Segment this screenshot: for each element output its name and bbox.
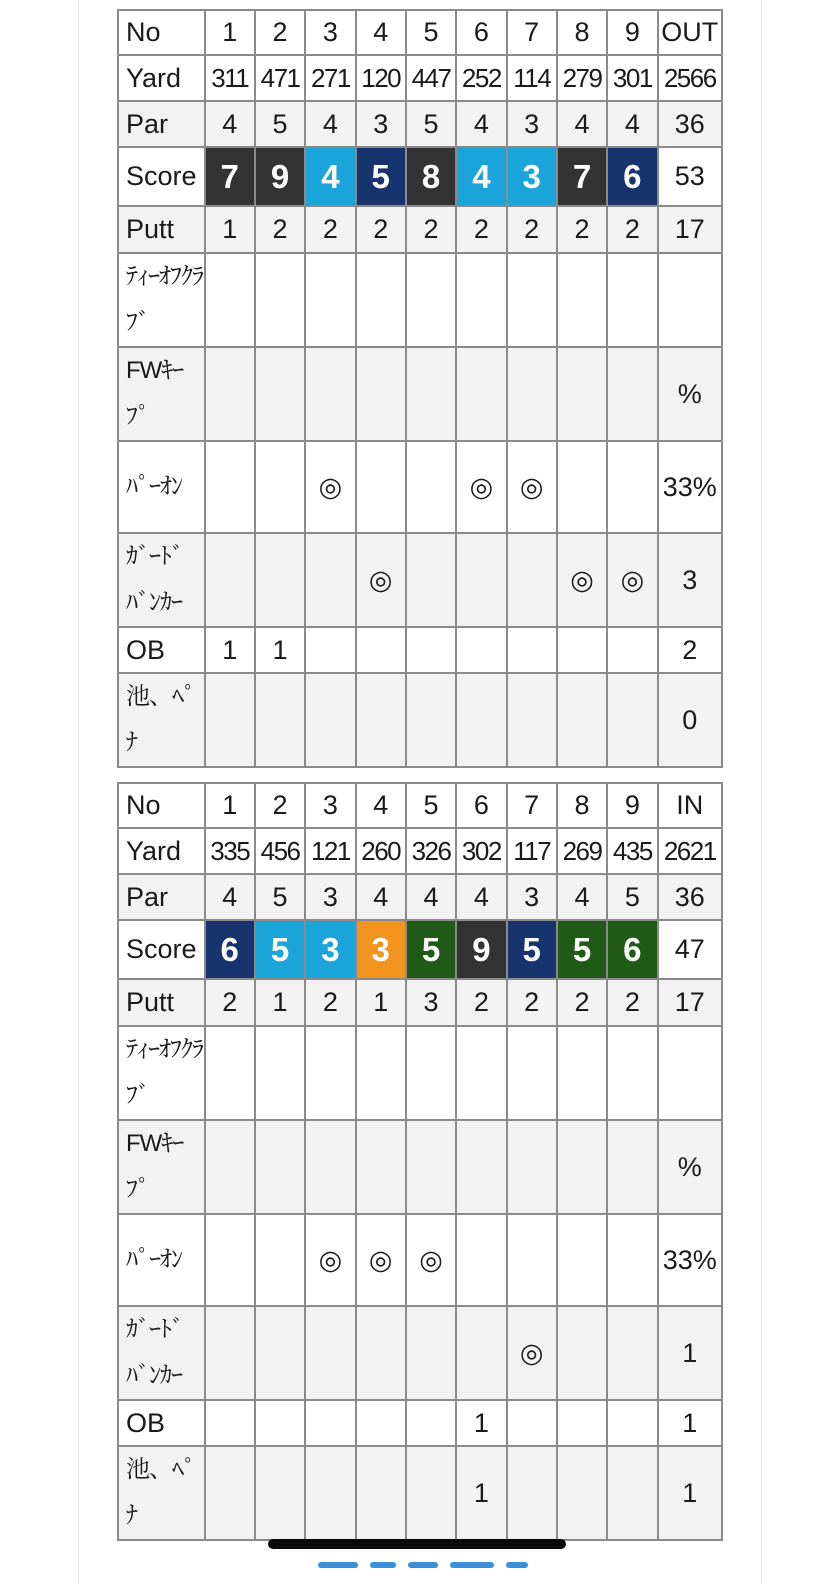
row-label-guard-bunker: ｶﾞｰﾄﾞﾊﾞﾝｶｰ — [118, 533, 205, 627]
fw-keep-cell[interactable] — [305, 347, 355, 441]
guard-bunker-cell[interactable] — [456, 1306, 506, 1400]
pond-penalty-cell[interactable] — [205, 1446, 255, 1540]
guard-bunker-cell[interactable] — [255, 1306, 305, 1400]
ob-cell[interactable] — [507, 627, 557, 673]
ob-cell[interactable] — [305, 1400, 355, 1446]
total-cell: 0 — [658, 673, 722, 767]
score-cell[interactable]: 5 — [356, 147, 406, 206]
row-label-par-on: ﾊﾟｰｵﾝ — [118, 441, 205, 533]
par-on-cell[interactable] — [557, 1214, 607, 1306]
ob-cell[interactable] — [406, 1400, 456, 1446]
teeoff-club-cell[interactable] — [607, 253, 657, 347]
row-par — [118, 101, 722, 147]
guard-bunker-cell[interactable] — [406, 1306, 456, 1400]
teeoff-club-cell[interactable] — [456, 1026, 506, 1120]
putt-cell[interactable]: 2 — [557, 979, 607, 1026]
row-paron — [118, 1214, 722, 1306]
yard-cell[interactable]: 456 — [255, 828, 305, 874]
total-cell: 47 — [658, 920, 722, 979]
hole-number: 4 — [356, 783, 406, 828]
row-fwkeep — [118, 1120, 722, 1214]
pond-penalty-cell[interactable] — [607, 1446, 657, 1540]
score-cell[interactable]: 9 — [255, 147, 305, 206]
hole-number: 1 — [205, 783, 255, 828]
guard-bunker-cell[interactable] — [507, 533, 557, 627]
teeoff-club-cell[interactable] — [406, 1026, 456, 1120]
row-label-par-on: ﾊﾟｰｵﾝ — [118, 1214, 205, 1306]
yard-cell[interactable]: 435 — [607, 828, 657, 874]
fw-keep-cell[interactable] — [507, 1120, 557, 1214]
hole-number: 2 — [255, 10, 305, 55]
row-label-putt: Putt — [118, 979, 205, 1026]
score-cell[interactable]: 7 — [205, 147, 255, 206]
pond-penalty-cell[interactable] — [456, 673, 506, 767]
score-cell[interactable]: 6 — [205, 920, 255, 979]
guard-bunker-cell[interactable]: ◎ — [356, 533, 406, 627]
par-on-cell[interactable] — [607, 1214, 657, 1306]
score-cell[interactable]: 3 — [305, 920, 355, 979]
yard-cell[interactable]: 326 — [406, 828, 456, 874]
par-cell[interactable]: 4 — [205, 874, 255, 920]
yard-cell[interactable]: 311 — [205, 55, 255, 101]
teeoff-club-cell[interactable] — [305, 1026, 355, 1120]
par-cell[interactable]: 4 — [305, 101, 355, 147]
scorecard-in — [117, 782, 723, 1541]
guard-bunker-cell[interactable] — [356, 1306, 406, 1400]
row-label-guard-bunker: ｶﾞｰﾄﾞﾊﾞﾝｶｰ — [118, 1306, 205, 1400]
fw-keep-cell[interactable] — [607, 1120, 657, 1214]
hole-number: 2 — [255, 783, 305, 828]
fw-keep-cell[interactable] — [356, 347, 406, 441]
ob-cell[interactable] — [557, 1400, 607, 1446]
ob-cell[interactable] — [557, 627, 607, 673]
row-label-fw-keep: FWｷｰﾌﾟ — [118, 347, 205, 441]
putt-cell[interactable]: 2 — [305, 979, 355, 1026]
teeoff-club-cell[interactable] — [205, 253, 255, 347]
hole-number: 9 — [607, 783, 657, 828]
par-cell[interactable]: 4 — [356, 874, 406, 920]
yard-cell[interactable]: 121 — [305, 828, 355, 874]
fw-keep-cell[interactable] — [507, 347, 557, 441]
par-on-cell[interactable]: ◎ — [456, 441, 506, 533]
total-header: IN — [658, 783, 722, 828]
teeoff-club-cell[interactable] — [255, 1026, 305, 1120]
yard-cell[interactable]: 120 — [356, 55, 406, 101]
score-cell[interactable]: 7 — [557, 147, 607, 206]
par-cell[interactable]: 4 — [456, 874, 506, 920]
row-fwkeep — [118, 347, 722, 441]
putt-cell[interactable]: 2 — [456, 979, 506, 1026]
next-content-peek — [300, 1562, 540, 1584]
yard-cell[interactable]: 271 — [305, 55, 355, 101]
total-cell: % — [658, 347, 722, 441]
yard-cell[interactable]: 269 — [557, 828, 607, 874]
teeoff-club-cell[interactable] — [255, 253, 305, 347]
fw-keep-cell[interactable] — [255, 1120, 305, 1214]
total-cell: 2621 — [658, 828, 722, 874]
par-cell[interactable]: 4 — [557, 874, 607, 920]
score-cell[interactable]: 3 — [507, 147, 557, 206]
row-penalty — [118, 1446, 722, 1540]
hole-number: 1 — [205, 10, 255, 55]
pond-penalty-cell[interactable] — [607, 673, 657, 767]
teeoff-club-cell[interactable] — [406, 253, 456, 347]
score-cell[interactable]: 4 — [305, 147, 355, 206]
ob-cell[interactable] — [356, 627, 406, 673]
par-cell[interactable]: 3 — [305, 874, 355, 920]
row-teeoff — [118, 253, 722, 347]
row-putt — [118, 979, 722, 1026]
ob-cell[interactable] — [406, 627, 456, 673]
score-cell[interactable]: 5 — [507, 920, 557, 979]
par-cell[interactable]: 5 — [607, 874, 657, 920]
fw-keep-cell[interactable] — [205, 1120, 255, 1214]
putt-cell[interactable]: 2 — [507, 206, 557, 253]
scorecard-out — [117, 9, 723, 768]
par-on-cell[interactable] — [607, 441, 657, 533]
fw-keep-cell[interactable] — [456, 1120, 506, 1214]
fw-keep-cell[interactable] — [205, 347, 255, 441]
ob-cell[interactable] — [507, 1400, 557, 1446]
guard-bunker-cell[interactable] — [205, 1306, 255, 1400]
ob-cell[interactable] — [607, 1400, 657, 1446]
par-on-cell[interactable]: ◎ — [305, 1214, 355, 1306]
row-header — [118, 10, 722, 55]
guard-bunker-cell[interactable] — [305, 1306, 355, 1400]
pond-penalty-cell[interactable] — [557, 1446, 607, 1540]
ob-cell[interactable] — [205, 1400, 255, 1446]
row-label-pond-penalty: 池、ﾍﾟﾅ — [118, 1446, 205, 1540]
score-cell[interactable]: 3 — [356, 920, 406, 979]
score-cell[interactable]: 9 — [456, 920, 506, 979]
row-label-yard: Yard — [118, 828, 205, 874]
hole-number: 5 — [406, 783, 456, 828]
total-cell: 53 — [658, 147, 722, 206]
fw-keep-cell[interactable] — [607, 347, 657, 441]
par-on-cell[interactable] — [456, 1214, 506, 1306]
yard-cell[interactable]: 302 — [456, 828, 506, 874]
row-score — [118, 920, 722, 979]
par-on-cell[interactable] — [406, 441, 456, 533]
row-putt — [118, 206, 722, 253]
guard-bunker-cell[interactable]: ◎ — [607, 533, 657, 627]
putt-cell[interactable]: 2 — [456, 206, 506, 253]
putt-cell[interactable]: 2 — [255, 206, 305, 253]
row-score — [118, 147, 722, 206]
row-paron — [118, 441, 722, 533]
par-cell[interactable]: 4 — [607, 101, 657, 147]
total-cell: % — [658, 1120, 722, 1214]
ob-cell[interactable] — [607, 627, 657, 673]
row-ob — [118, 627, 722, 673]
par-on-cell[interactable] — [255, 1214, 305, 1306]
row-label-pond-penalty: 池、ﾍﾟﾅ — [118, 673, 205, 767]
home-indicator[interactable] — [268, 1539, 566, 1549]
score-cell[interactable]: 6 — [607, 147, 657, 206]
putt-cell[interactable]: 3 — [406, 979, 456, 1026]
total-cell: 33% — [658, 441, 722, 533]
guard-bunker-cell[interactable] — [456, 533, 506, 627]
par-on-cell[interactable] — [205, 1214, 255, 1306]
pond-penalty-cell[interactable] — [406, 1446, 456, 1540]
total-cell — [658, 253, 722, 347]
score-cell[interactable]: 5 — [255, 920, 305, 979]
teeoff-club-cell[interactable] — [205, 1026, 255, 1120]
fw-keep-cell[interactable] — [406, 1120, 456, 1214]
guard-bunker-cell[interactable] — [557, 1306, 607, 1400]
total-cell: 1 — [658, 1446, 722, 1540]
par-cell[interactable]: 4 — [456, 101, 506, 147]
row-bunker — [118, 1306, 722, 1400]
par-on-cell[interactable] — [205, 441, 255, 533]
par-on-cell[interactable]: ◎ — [305, 441, 355, 533]
guard-bunker-cell[interactable] — [406, 533, 456, 627]
total-cell: 1 — [658, 1400, 722, 1446]
row-label-par: Par — [118, 874, 205, 920]
putt-cell[interactable]: 2 — [406, 206, 456, 253]
row-label-ob: OB — [118, 627, 205, 673]
pond-penalty-cell[interactable] — [507, 673, 557, 767]
total-cell — [658, 1026, 722, 1120]
guard-bunker-cell[interactable] — [205, 533, 255, 627]
teeoff-club-cell[interactable] — [456, 253, 506, 347]
ob-cell[interactable] — [305, 627, 355, 673]
teeoff-club-cell[interactable] — [557, 1026, 607, 1120]
score-cell[interactable]: 8 — [406, 147, 456, 206]
pond-penalty-cell[interactable] — [507, 1446, 557, 1540]
total-cell: 1 — [658, 1306, 722, 1400]
teeoff-club-cell[interactable] — [305, 253, 355, 347]
row-penalty — [118, 673, 722, 767]
par-cell[interactable]: 5 — [406, 101, 456, 147]
par-cell[interactable]: 4 — [205, 101, 255, 147]
par-on-cell[interactable] — [557, 441, 607, 533]
teeoff-club-cell[interactable] — [356, 253, 406, 347]
pond-penalty-cell[interactable] — [557, 673, 607, 767]
total-cell: 17 — [658, 206, 722, 253]
yard-cell[interactable]: 447 — [406, 55, 456, 101]
hole-number: 8 — [557, 783, 607, 828]
row-ob — [118, 1400, 722, 1446]
row-label-yard: Yard — [118, 55, 205, 101]
row-label-ob: OB — [118, 1400, 205, 1446]
page-rail-right — [761, 0, 762, 1584]
score-cell[interactable]: 4 — [456, 147, 506, 206]
row-label-teeoff-club: ﾃｨｰｵﾌｸﾗﾌﾞ — [118, 1026, 205, 1120]
yard-cell[interactable]: 117 — [507, 828, 557, 874]
pond-penalty-cell[interactable] — [406, 673, 456, 767]
total-cell: 36 — [658, 874, 722, 920]
total-cell: 3 — [658, 533, 722, 627]
putt-cell[interactable]: 1 — [356, 979, 406, 1026]
row-label-fw-keep: FWｷｰﾌﾟ — [118, 1120, 205, 1214]
guard-bunker-cell[interactable] — [255, 533, 305, 627]
total-cell: 2566 — [658, 55, 722, 101]
yard-cell[interactable]: 252 — [456, 55, 506, 101]
row-label-par: Par — [118, 101, 205, 147]
row-label-putt: Putt — [118, 206, 205, 253]
putt-cell[interactable]: 2 — [557, 206, 607, 253]
putt-cell[interactable]: 1 — [255, 979, 305, 1026]
guard-bunker-cell[interactable] — [607, 1306, 657, 1400]
row-yard — [118, 828, 722, 874]
row-label-no: No — [118, 10, 205, 55]
teeoff-club-cell[interactable] — [356, 1026, 406, 1120]
pond-penalty-cell[interactable] — [255, 673, 305, 767]
par-on-cell[interactable]: ◎ — [406, 1214, 456, 1306]
teeoff-club-cell[interactable] — [507, 253, 557, 347]
par-cell[interactable]: 5 — [255, 101, 305, 147]
ob-cell[interactable]: 1 — [205, 627, 255, 673]
yard-cell[interactable]: 114 — [507, 55, 557, 101]
row-par — [118, 874, 722, 920]
putt-cell[interactable]: 2 — [607, 979, 657, 1026]
pond-penalty-cell[interactable]: 1 — [456, 1446, 506, 1540]
row-header — [118, 783, 722, 828]
row-teeoff — [118, 1026, 722, 1120]
pond-penalty-cell[interactable] — [255, 1446, 305, 1540]
par-cell[interactable]: 5 — [255, 874, 305, 920]
hole-number: 7 — [507, 783, 557, 828]
hole-number: 7 — [507, 10, 557, 55]
par-cell[interactable]: 3 — [507, 874, 557, 920]
putt-cell[interactable]: 2 — [305, 206, 355, 253]
score-cell[interactable]: 6 — [607, 920, 657, 979]
guard-bunker-cell[interactable]: ◎ — [507, 1306, 557, 1400]
yard-cell[interactable]: 301 — [607, 55, 657, 101]
par-cell[interactable]: 3 — [507, 101, 557, 147]
total-cell: 2 — [658, 627, 722, 673]
fw-keep-cell[interactable] — [356, 1120, 406, 1214]
pond-penalty-cell[interactable] — [356, 1446, 406, 1540]
ob-cell[interactable]: 1 — [456, 1400, 506, 1446]
fw-keep-cell[interactable] — [456, 347, 506, 441]
hole-number: 5 — [406, 10, 456, 55]
par-on-cell[interactable] — [356, 441, 406, 533]
hole-number: 6 — [456, 783, 506, 828]
score-cell[interactable]: 5 — [557, 920, 607, 979]
guard-bunker-cell[interactable] — [305, 533, 355, 627]
pond-penalty-cell[interactable] — [356, 673, 406, 767]
par-on-cell[interactable]: ◎ — [356, 1214, 406, 1306]
fw-keep-cell[interactable] — [406, 347, 456, 441]
teeoff-club-cell[interactable] — [507, 1026, 557, 1120]
ob-cell[interactable] — [356, 1400, 406, 1446]
putt-cell[interactable]: 2 — [356, 206, 406, 253]
yard-cell[interactable]: 335 — [205, 828, 255, 874]
fw-keep-cell[interactable] — [255, 347, 305, 441]
total-header: OUT — [658, 10, 722, 55]
putt-cell[interactable]: 2 — [205, 979, 255, 1026]
hole-number: 3 — [305, 10, 355, 55]
page-rail-left — [78, 0, 79, 1584]
putt-cell[interactable]: 2 — [507, 979, 557, 1026]
row-label-teeoff-club: ﾃｨｰｵﾌｸﾗﾌﾞ — [118, 253, 205, 347]
row-bunker — [118, 533, 722, 627]
guard-bunker-cell[interactable]: ◎ — [557, 533, 607, 627]
par-cell[interactable]: 4 — [557, 101, 607, 147]
score-cell[interactable]: 5 — [406, 920, 456, 979]
teeoff-club-cell[interactable] — [607, 1026, 657, 1120]
row-yard — [118, 55, 722, 101]
par-on-cell[interactable]: ◎ — [507, 441, 557, 533]
yard-cell[interactable]: 260 — [356, 828, 406, 874]
par-on-cell[interactable] — [255, 441, 305, 533]
ob-cell[interactable]: 1 — [255, 627, 305, 673]
pond-penalty-cell[interactable] — [205, 673, 255, 767]
putt-cell[interactable]: 2 — [607, 206, 657, 253]
par-cell[interactable]: 4 — [406, 874, 456, 920]
yard-cell[interactable]: 279 — [557, 55, 607, 101]
teeoff-club-cell[interactable] — [557, 253, 607, 347]
par-on-cell[interactable] — [507, 1214, 557, 1306]
par-cell[interactable]: 3 — [356, 101, 406, 147]
row-label-no: No — [118, 783, 205, 828]
fw-keep-cell[interactable] — [305, 1120, 355, 1214]
fw-keep-cell[interactable] — [557, 1120, 607, 1214]
ob-cell[interactable] — [456, 627, 506, 673]
row-label-score: Score — [118, 920, 205, 979]
hole-number: 6 — [456, 10, 506, 55]
total-cell: 36 — [658, 101, 722, 147]
hole-number: 4 — [356, 10, 406, 55]
pond-penalty-cell[interactable] — [305, 1446, 355, 1540]
ob-cell[interactable] — [255, 1400, 305, 1446]
total-cell: 33% — [658, 1214, 722, 1306]
total-cell: 17 — [658, 979, 722, 1026]
fw-keep-cell[interactable] — [557, 347, 607, 441]
putt-cell[interactable]: 1 — [205, 206, 255, 253]
row-label-score: Score — [118, 147, 205, 206]
hole-number: 9 — [607, 10, 657, 55]
hole-number: 8 — [557, 10, 607, 55]
yard-cell[interactable]: 471 — [255, 55, 305, 101]
hole-number: 3 — [305, 783, 355, 828]
pond-penalty-cell[interactable] — [305, 673, 355, 767]
